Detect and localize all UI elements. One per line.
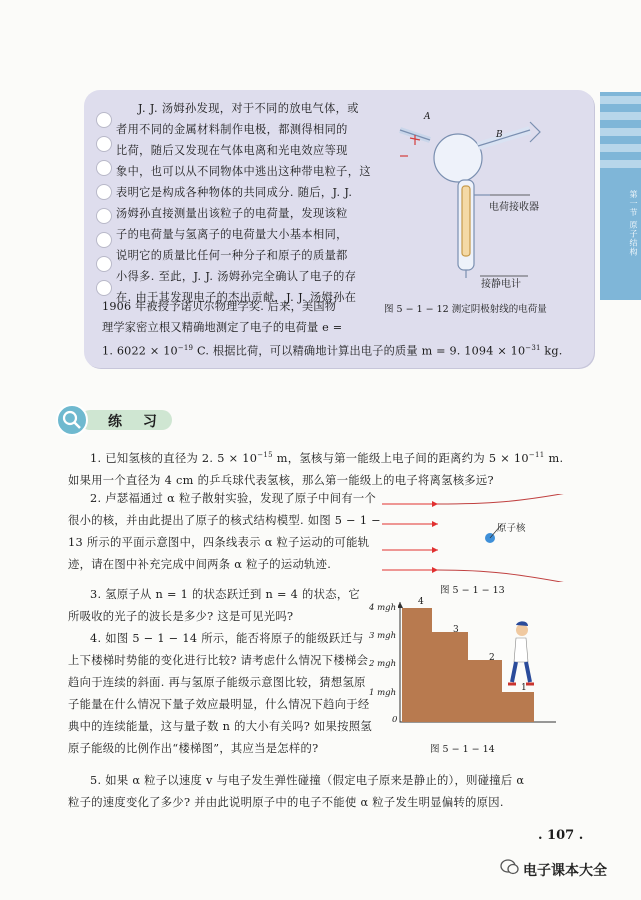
step-number: 2	[489, 653, 495, 663]
note-line: J. J. 汤姆孙发现，对于不同的放电气体，或	[138, 102, 359, 115]
level-label: 4 mgh	[369, 603, 397, 613]
binder-ring-icon	[96, 160, 112, 176]
step-number: 1	[521, 683, 527, 693]
exercise-5: 5. 如果 α 粒子以速度 v 与电子发生弹性碰撞（假定电子原来是静止的），则碰撞后 α 粒子的速度变化了多少? 并由此说明原子中的电子不能使 α 粒子发生明显偏转的原因.	[68, 774, 525, 809]
figure-caption: 图 5 − 1 − 13	[440, 585, 505, 596]
charge-collector-label: 电荷接收器	[489, 202, 539, 213]
note-line: 1. $6022 \times 10^{-19}$ C. 根据比荷，可以精确地计算出电子的质量 m = 9. $1094 \times 10^{-31}$ kg.	[102, 344, 563, 358]
level-label: 0	[392, 715, 398, 725]
binder-ring-icon	[96, 208, 112, 224]
wechat-account-label: 电子课本大全	[523, 863, 607, 879]
nucleus-label: 原子核	[497, 523, 526, 534]
note-line: 表明它是构成各种物体的共同成分. 随后，J. J.	[116, 186, 353, 199]
binder-ring-icon	[96, 232, 112, 248]
electrometer-label: 接静电计	[481, 279, 521, 290]
level-label: 2 mgh	[369, 659, 397, 669]
figure-caption: 图 5 − 1 − 14	[430, 744, 495, 755]
note-line: 象中，也可以从不同物体中逃出这种带电粒子，这	[116, 165, 371, 178]
note-line: 比荷，随后又发现在气体电离和光电效应等现	[116, 144, 348, 157]
note-line: 子的电荷量与氢离子的电荷量大小基本相同，	[116, 228, 348, 241]
alpha-scattering-figure	[378, 494, 574, 582]
side-tab-text: 第一节 原子结构	[629, 190, 638, 257]
page-number: . 107 .	[538, 828, 584, 843]
apparatus-label-a: A	[424, 112, 431, 122]
binder-ring-icon	[96, 256, 112, 272]
binder-ring-icon	[96, 280, 112, 296]
note-line: 在. 由于其发现电子的杰出贡献，J. J. 汤姆孙在	[116, 291, 357, 304]
figure-caption: 图 5 − 1 − 12 测定阴极射线的电荷量	[384, 304, 547, 315]
level-label: 1 mgh	[369, 688, 397, 698]
exercise-4: 4. 如图 5 − 1 − 14 所示，能否将原子的能级跃迁与上下楼梯时势能的变化进行比较? 请考虑什么情况下楼梯会趋向于连续的斜面. 再与氢原子能级示意图比较，猜想氢原子能量在什么情况下量子效应最明显，什么情况下趋向于经典中的连续能量，这与量子数 n 的大小有关吗? 如果按照氢原子能级的比例作出“楼梯图”，其应当是怎样的?	[68, 632, 372, 755]
thomson-apparatus-figure	[380, 100, 580, 300]
exercise-2: 2. 卢瑟福通过 α 粒子散射实验，发现了原子中间有一个很小的核，并由此提出了原子的核式结构模型. 如图 5 − 1 − 13 所示的平面示意图中，四条线表示 α 粒子运动的可能轨迹，请在图中补充完成中间两条 α 粒子的运动轨迹.	[68, 492, 381, 571]
exercise-3: 3. 氢原子从 n = 1 的状态跃迁到 n = 4 的状态，它所吸收的光子的波长是多少? 这是可见光吗?	[68, 588, 361, 623]
note-line: 小得多. 至此，J. J. 汤姆孙完全确认了电子的存	[116, 270, 357, 283]
exercise-title: 练 习	[108, 414, 165, 430]
note-line: 说明它的质量比任何一种分子和原子的质量都	[116, 249, 348, 262]
step-number: 3	[453, 625, 459, 635]
note-paragraph	[116, 98, 370, 308]
binder-ring-icon	[96, 136, 112, 152]
level-label: 3 mgh	[369, 631, 397, 641]
note-line: 者用不同的金属材料制作电极，都测得相同的	[116, 123, 348, 136]
note-line: 1906 年被授予诺贝尔物理学奖. 后来，美国物	[102, 300, 337, 313]
note-line: 汤姆孙直接测量出该粒子的电荷量，发现该粒	[116, 207, 348, 220]
apparatus-label-b: B	[496, 130, 503, 140]
note-line: 理学家密立根又精确地测定了电子的电荷量 e =	[102, 321, 343, 334]
staircase-figure	[398, 598, 558, 726]
wechat-icon	[500, 858, 520, 876]
exercise-1: 1. 已知氢核的直径为 2. $5 \times 10^{-15}$ m，氢核与第一能级上电子间的距离约为 $5 \times 10^{-11}$ m. 如果用一个直径为 4 cm 的乒乓球代表氢核，那么第一能级上的电子将离氢核多远?	[68, 451, 564, 487]
step-number: 4	[418, 597, 424, 607]
binder-ring-icon	[96, 112, 112, 128]
binder-ring-icon	[96, 184, 112, 200]
